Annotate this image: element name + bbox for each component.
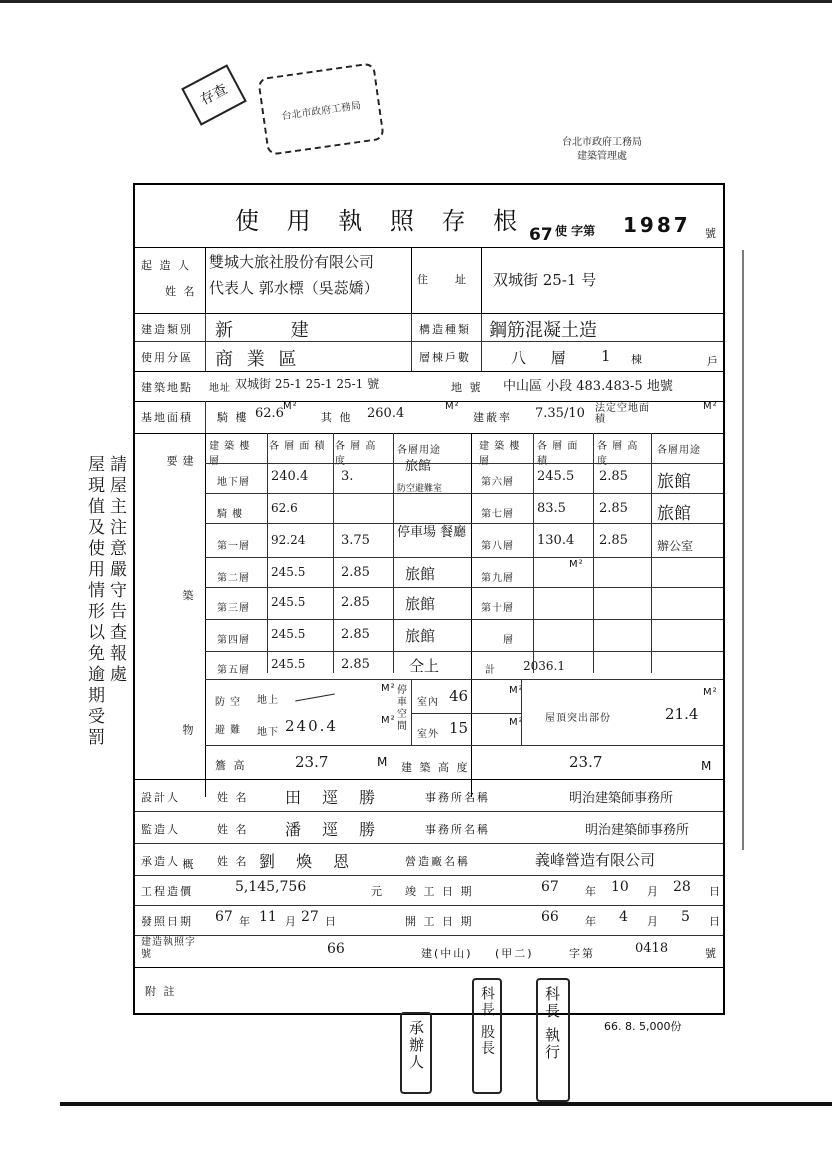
supervisor-name-label: 姓 名 — [217, 823, 249, 836]
notice-char: 免 — [88, 644, 105, 664]
start-month-unit: 月 — [647, 915, 660, 928]
building-height-value: 23.7 — [569, 753, 603, 771]
notice-char: 罰 — [88, 728, 105, 748]
permit-number-prefix: 67 — [529, 225, 553, 245]
finish-year-unit: 年 — [585, 885, 598, 898]
builder-value-representative: 代表人 郭水標（吳蕊嬌） — [209, 279, 379, 297]
floor-name-right: 第七層 — [481, 509, 514, 520]
eave-height-value: 23.7 — [295, 753, 329, 771]
area-header-left: 各 層 面 積 — [269, 441, 326, 452]
floor-area: 245.5 — [271, 595, 306, 609]
other-area-label: 其 他 — [321, 411, 353, 424]
notice-char: 及 — [88, 518, 105, 538]
contractor-name-label: 姓 名 — [217, 855, 249, 868]
archive-stamp-text: 存查 — [197, 81, 231, 109]
address-label-bottom: 址 — [455, 273, 468, 286]
floor-use: 旅館 — [405, 595, 436, 613]
zone-label: 使用分區 — [141, 351, 193, 364]
permit-number-suffix: 號 — [705, 227, 716, 240]
cloister-label: 騎 樓 — [217, 411, 249, 424]
floor-name: 第二層 — [217, 573, 250, 584]
height-header-left: 各 層 高 度 — [335, 441, 377, 467]
shelter-below-label: 地下 — [257, 727, 279, 738]
finish-date-label: 竣 工 日 期 — [405, 885, 474, 898]
start-year-unit: 年 — [585, 915, 598, 928]
notice-char: 情 — [88, 581, 105, 601]
contractor-label: 承造人 — [141, 855, 180, 868]
director-seal-text: 科長 執行 — [543, 986, 561, 1061]
notice-char: 請 — [110, 455, 127, 475]
issue-month-unit: 月 — [285, 915, 298, 928]
address-value: 双城街 25-1 号 — [493, 271, 597, 289]
notice-char: 期 — [88, 686, 105, 706]
shelter-above-m2-unit: M² — [381, 683, 396, 694]
cost-label: 工程造價 — [141, 885, 193, 898]
floor-name: 第一層 — [217, 541, 250, 552]
floor-total-area: 2036.1 — [523, 659, 565, 673]
coverage-label: 建蔽率 — [473, 411, 512, 424]
site-address-label: 地址 — [209, 383, 231, 394]
form-title: 使 用 執 照 存 根 — [235, 207, 528, 235]
parking-indoor-m2-unit: M² — [509, 685, 524, 696]
floor-area: 245.5 — [271, 565, 306, 579]
parking-outdoor-value: 15 — [449, 719, 469, 737]
floor-use: 旅館 — [405, 627, 436, 645]
shelter-below-m2-unit: M² — [381, 715, 396, 726]
notice-char: 守 — [110, 581, 127, 601]
eave-height-unit: M — [377, 755, 388, 769]
construction-permit-char: 字第 — [569, 947, 595, 960]
floor-height: 2.85 — [341, 595, 370, 610]
supervisor-office-label: 事務所名稱 — [425, 823, 490, 836]
archive-stamp — [181, 64, 247, 125]
notice-char: 屋 — [110, 476, 127, 496]
shelter-label: 防 空 避 難 — [215, 697, 242, 736]
floor-use: 停車場 餐廳 — [397, 525, 467, 540]
designer-label: 設計人 — [141, 791, 180, 804]
issue-year-unit: 年 — [239, 915, 252, 928]
lot-label: 地 號 — [451, 381, 483, 394]
parking-outdoor-label: 室外 — [417, 729, 439, 740]
notice-char: 現 — [88, 476, 105, 496]
floor-name: 第三層 — [217, 603, 250, 614]
floor-height: 3. — [341, 469, 354, 484]
area-label: 基地面積 — [141, 411, 193, 424]
floor-height-right: 2.85 — [599, 469, 628, 484]
finish-month: 10 — [611, 879, 629, 895]
notice-char: 意 — [110, 539, 127, 559]
parking-outdoor-m2-unit: M² — [509, 717, 524, 728]
start-date-label: 開 工 日 期 — [405, 915, 474, 928]
notice-char: 受 — [88, 707, 105, 727]
designer-office: 明治建築師事務所 — [569, 791, 674, 806]
department-stamp-line-1: 台北市政府工務局 — [562, 137, 642, 148]
notice-char: 查 — [110, 623, 127, 643]
floor-use-right: 辦公室 — [657, 539, 694, 553]
floor-name: 地下層 — [217, 477, 250, 488]
build-type-value: 新 建 — [215, 320, 335, 341]
department-stamp-line-2: 建築管理處 — [577, 151, 627, 162]
scan-edge-bottom — [60, 1102, 832, 1106]
issue-day-unit: 日 — [325, 915, 338, 928]
site-label: 建築地點 — [141, 381, 193, 394]
print-run-note: 66. 8. 5,000份 — [604, 1020, 682, 1033]
floor-name-right: 第六層 — [481, 477, 514, 488]
floor-name: 騎 樓 — [217, 509, 244, 520]
notice-char: 處 — [110, 665, 127, 685]
designer-office-label: 事務所名稱 — [425, 791, 490, 804]
floor-height-right: 2.85 — [599, 501, 628, 516]
building-summary-side-label: 建 築 物 概 要 — [165, 455, 194, 930]
floor-area: 62.6 — [271, 501, 298, 515]
shelter-below-value: 240.4 — [285, 717, 338, 735]
permit-number: 1987 — [623, 213, 691, 237]
floor-area-right: 245.5 — [537, 469, 575, 484]
building-height-unit: M — [701, 759, 712, 773]
zone-value: 商 業 區 — [215, 349, 301, 370]
notice-char: 以 — [88, 623, 105, 643]
floor-header-left: 建 築 樓 層 — [209, 441, 251, 467]
shelter-above-dash — [295, 694, 335, 702]
handler-seal — [400, 1012, 432, 1094]
builder-name-label: 姓 名 — [165, 285, 197, 298]
finish-year: 67 — [541, 879, 559, 895]
site-address-value: 双城街 25-1 25-1 25-1 號 — [235, 377, 380, 391]
contractor-name: 劉 煥 恩 — [259, 852, 358, 871]
issue-year: 67 — [215, 909, 233, 925]
roof-m2-unit: M² — [703, 687, 718, 698]
contractor-firm: 義峰營造有限公司 — [535, 851, 656, 869]
issue-day: 27 — [301, 909, 319, 925]
neighbor-page-fragment — [742, 250, 824, 850]
department-stamp — [492, 136, 712, 182]
supervisor-name: 潘 逕 勝 — [285, 820, 384, 839]
floor-area: 240.4 — [271, 469, 309, 484]
floor-use-right: 旅館 — [657, 472, 691, 492]
notice-char: 值 — [88, 497, 105, 517]
finish-day-unit: 日 — [709, 885, 722, 898]
use-header-right: 各層用途 — [657, 445, 701, 456]
finish-month-unit: 月 — [647, 885, 660, 898]
floor-use-right: 旅館 — [657, 504, 691, 524]
notice-char: 注 — [110, 518, 127, 538]
notice-char: 形 — [88, 602, 105, 622]
floor-total-label: 計 — [485, 665, 496, 676]
floor-height: 2.85 — [341, 627, 370, 642]
start-year: 66 — [541, 909, 559, 925]
roof-value: 21.4 — [665, 705, 699, 723]
floor-header-right: 建 築 樓 層 — [479, 441, 521, 467]
floor-area: 245.5 — [271, 627, 306, 641]
notice-char: 主 — [110, 497, 127, 517]
cloister-m2-unit: M² — [283, 401, 298, 412]
parking-label: 停車空間 — [397, 685, 408, 732]
notice-char: 嚴 — [110, 560, 127, 580]
usage-permit-stub-form — [133, 183, 725, 1015]
director-seal — [536, 978, 570, 1102]
start-day-unit: 日 — [709, 915, 722, 928]
floor-area-right: 130.4 — [537, 533, 575, 548]
units-unit: 戶 — [707, 355, 720, 368]
notes-label: 附 註 — [145, 985, 177, 998]
floor-name: 第五層 — [217, 665, 250, 676]
notice-char: 屋 — [88, 455, 105, 475]
floor-use: 旅館 — [405, 459, 432, 474]
contractor-firm-label: 營造廠名稱 — [405, 855, 470, 868]
construction-permit-label: 建造執照字號 — [141, 937, 196, 960]
buildings-unit: 棟 — [631, 353, 644, 366]
other-area-value: 260.4 — [367, 406, 405, 421]
floor-height: 3.75 — [341, 533, 370, 548]
office-round-stamp-text: 台北市政府工務局 — [280, 100, 362, 123]
issue-date-label: 發照日期 — [141, 915, 193, 928]
floor-use: 旅館 — [405, 565, 436, 583]
shelter-above-label: 地上 — [257, 695, 279, 706]
roof-label: 屋頂突出部份 — [545, 713, 611, 724]
start-month: 4 — [619, 909, 628, 925]
floor-name-right: 層 — [503, 635, 514, 646]
eave-height-label: 簷 高 — [215, 759, 247, 772]
notice-char: 報 — [110, 644, 127, 664]
m2-unit-right: M² — [569, 559, 584, 570]
floors-value: 八 層 — [511, 349, 576, 367]
construction-permit-district: 建(中山) — [421, 947, 473, 960]
notice-char: 逾 — [88, 665, 105, 685]
floor-name-right: 第十層 — [481, 603, 514, 614]
construction-permit-suffix: 號 — [705, 947, 718, 960]
use-header-left: 各層用途 — [397, 445, 441, 456]
floor-use: 仝上 — [409, 657, 440, 675]
legal-open-space-label: 法定空地面積 — [595, 403, 650, 425]
office-round-stamp — [257, 62, 385, 156]
floor-name: 第四層 — [217, 635, 250, 646]
structure-value: 鋼筋混凝土造 — [489, 320, 597, 341]
floor-name-right: 第九層 — [481, 573, 514, 584]
scan-edge-top — [0, 0, 832, 3]
supervisor-label: 監造人 — [141, 823, 180, 836]
notice-char: 使 — [88, 539, 105, 559]
floor-height: 2.85 — [341, 565, 370, 580]
coverage-value: 7.35/10 — [535, 406, 585, 421]
section-chief-seal — [472, 978, 502, 1094]
parking-indoor-value: 46 — [449, 687, 469, 705]
lot-value: 中山區 小段 483.483-5 地號 — [503, 379, 673, 394]
floor-area: 245.5 — [271, 657, 306, 671]
address-label-top: 住 — [417, 273, 430, 286]
construction-permit-number: 0418 — [635, 941, 669, 956]
designer-name: 田 逕 勝 — [285, 788, 384, 807]
build-type-label: 建造類別 — [141, 323, 193, 336]
building-height-label: 建 築 高 度 — [401, 761, 470, 774]
other-area-m2-unit: M² — [445, 401, 460, 412]
issue-month: 11 — [259, 909, 277, 925]
construction-permit-year: 66 — [327, 941, 345, 957]
structure-label: 構造種類 — [419, 323, 471, 336]
floor-height-right: 2.85 — [599, 533, 628, 548]
notice-char: 用 — [88, 560, 105, 580]
floor-use: 防空避難室 — [397, 484, 443, 494]
permit-number-char: 使 字第 — [555, 224, 596, 238]
construction-permit-category: (甲二) — [495, 947, 534, 960]
legal-open-space-m2-unit: M² — [703, 401, 718, 412]
designer-name-label: 姓 名 — [217, 791, 249, 804]
cost-unit: 元 — [371, 885, 384, 898]
floor-name-right: 第八層 — [481, 541, 514, 552]
notice-char: 告 — [110, 602, 127, 622]
floor-height: 2.85 — [341, 657, 370, 672]
start-day: 5 — [681, 909, 690, 925]
height-header-right: 各 層 高 度 — [597, 441, 639, 467]
parking-indoor-label: 室內 — [417, 697, 439, 708]
floor-area: 92.24 — [271, 533, 306, 547]
cloister-value: 62.6 — [255, 406, 284, 421]
builder-value-company: 雙城大旅社股份有限公司 — [209, 253, 375, 271]
supervisor-office: 明治建築師事務所 — [585, 823, 690, 838]
area-header-right: 各 層 面 積 — [537, 441, 579, 467]
handler-seal-text: 承辦人 — [407, 1020, 425, 1071]
section-chief-seal-text: 科長 股長 — [479, 986, 495, 1057]
cost-value: 5,145,756 — [235, 879, 307, 895]
floor-area-right: 83.5 — [537, 501, 566, 516]
finish-day: 28 — [673, 879, 691, 895]
builder-label: 起 造 人 — [141, 259, 191, 272]
floors-label: 層棟戶數 — [419, 351, 471, 364]
buildings-value: 1 — [601, 347, 611, 365]
